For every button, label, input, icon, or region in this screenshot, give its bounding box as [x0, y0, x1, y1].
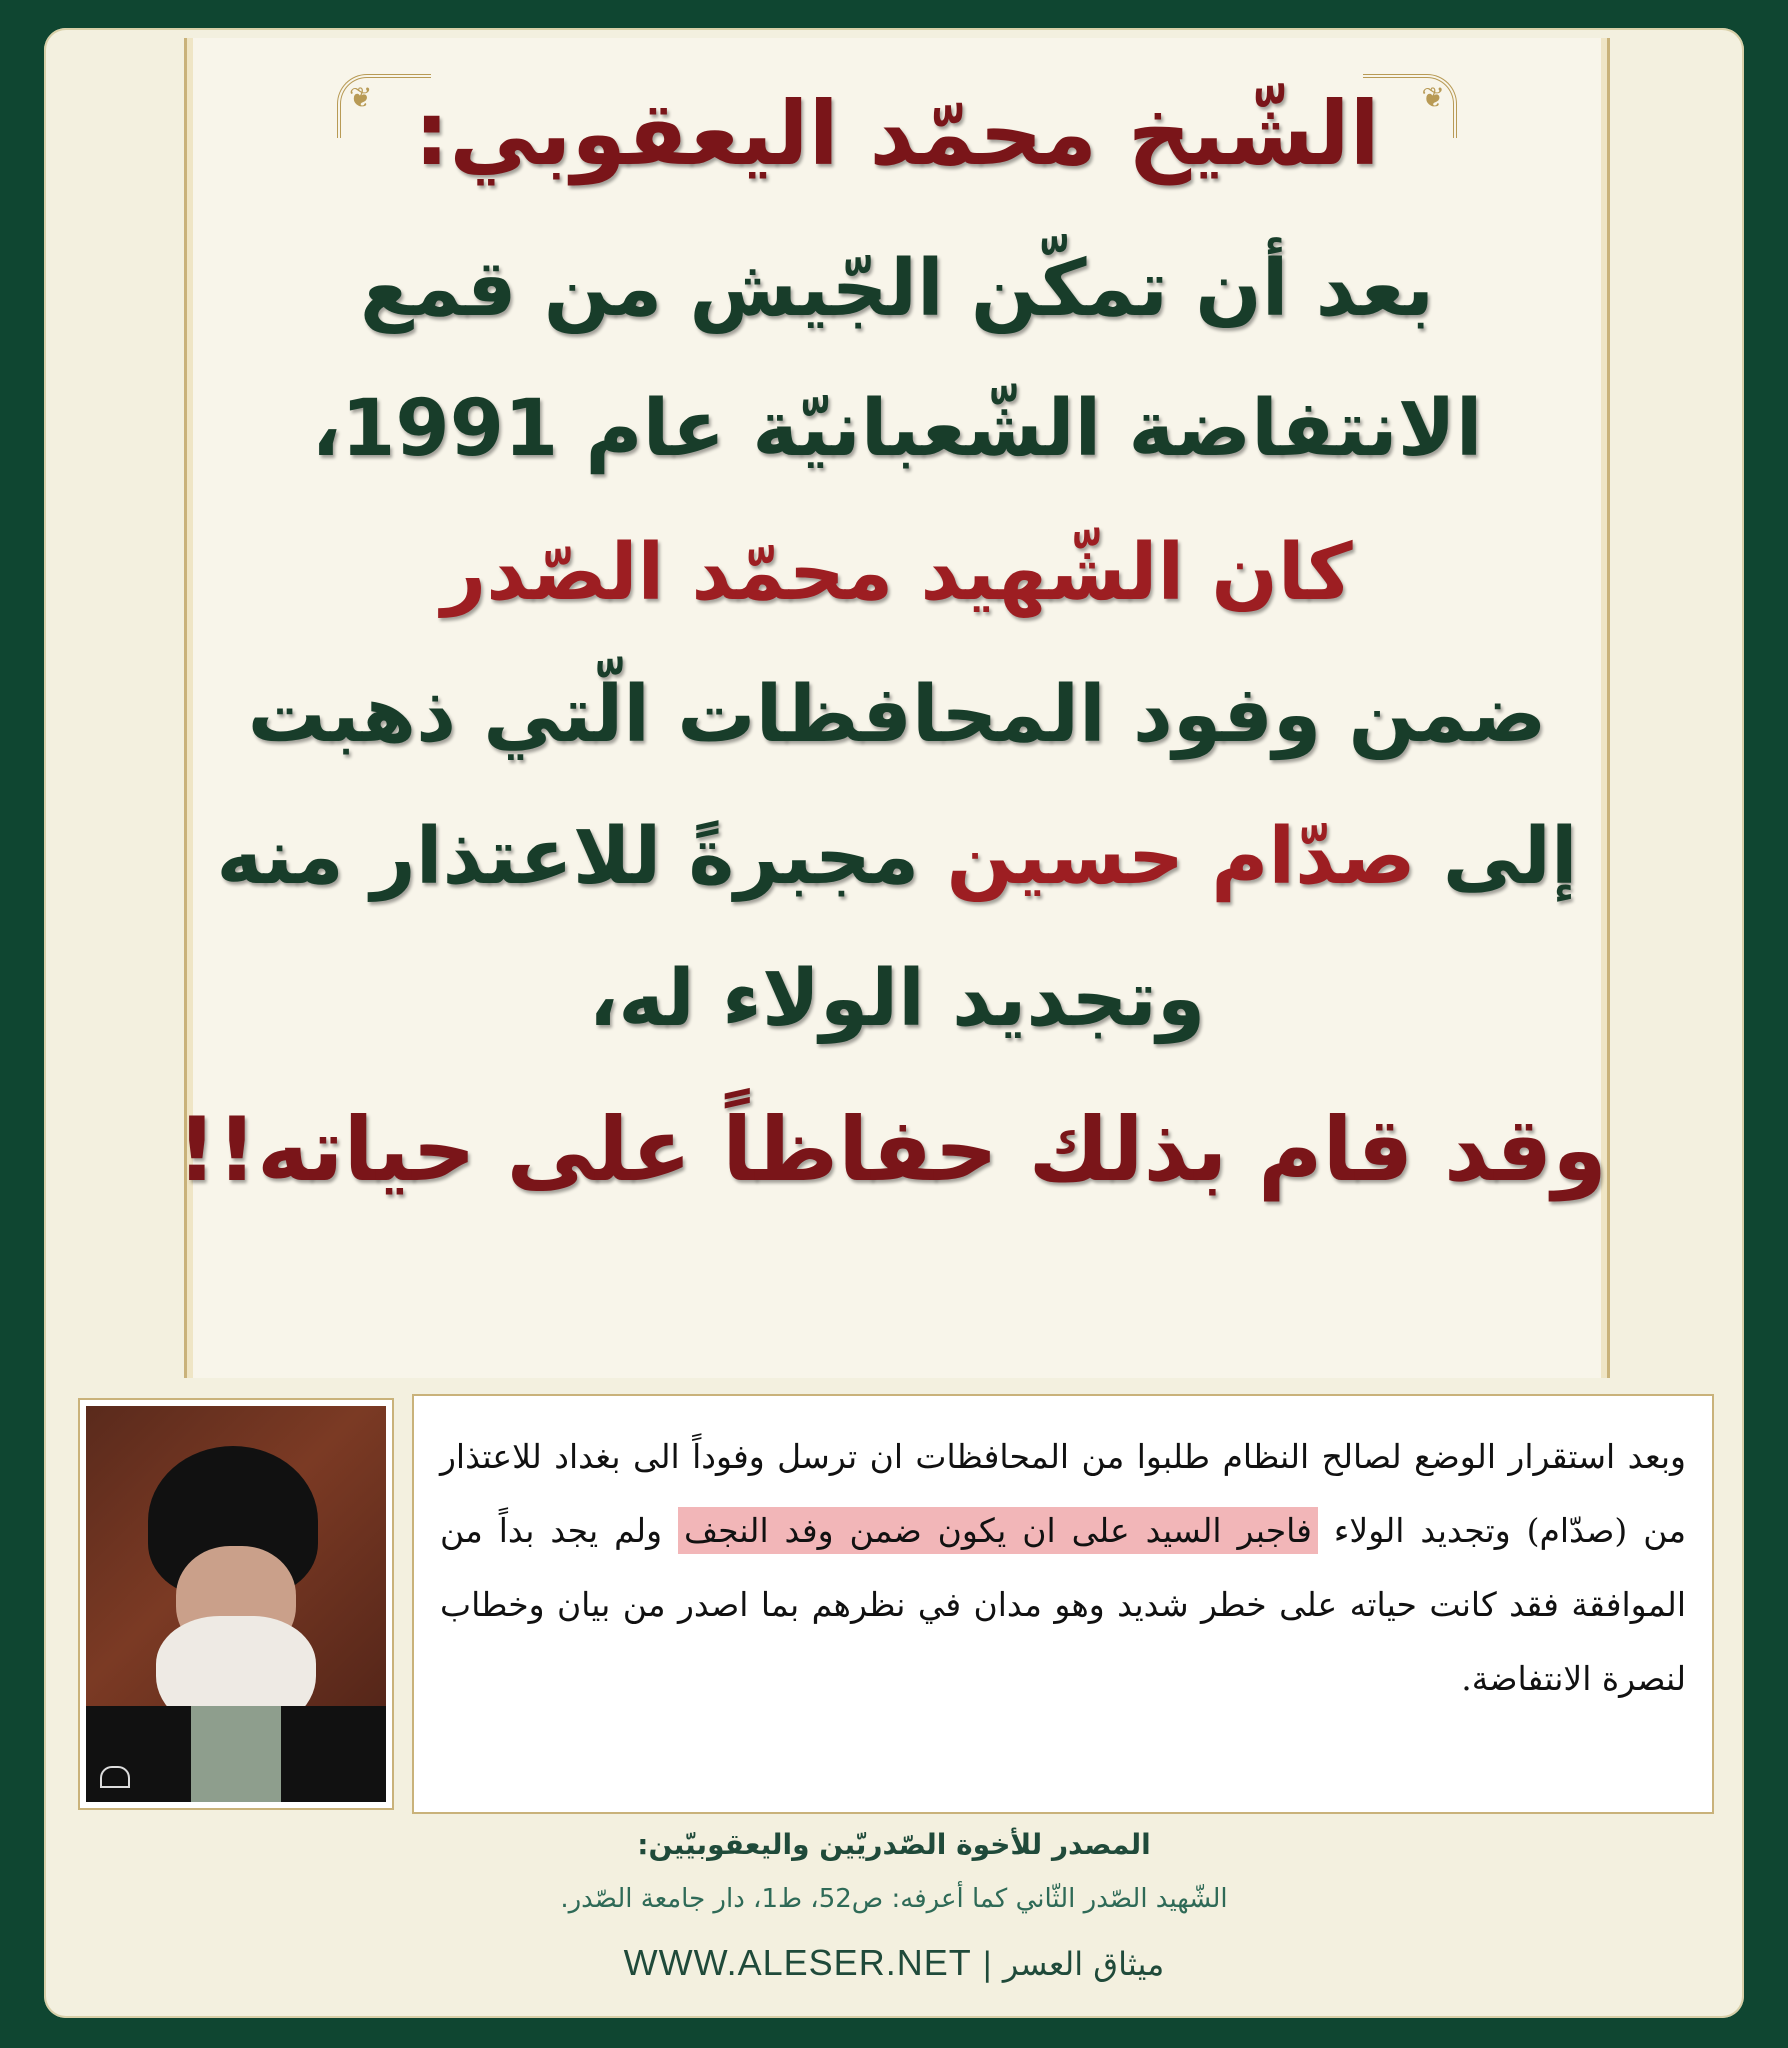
portrait-photo: [86, 1406, 386, 1802]
flourish-icon: ❦: [1421, 81, 1445, 114]
flourish-icon: ❦: [349, 81, 373, 114]
headline-line-6-end: مجبرةً للاعتذار منه: [216, 812, 947, 902]
headline-line-5: ضمن وفود المحافظات الّتي ذهبت: [247, 670, 1547, 760]
headline-line-6-start: إلى: [1415, 812, 1578, 902]
watermark-logo-icon: [100, 1766, 130, 1788]
site-footer: [0, 1942, 1788, 1984]
headline-line-6: [187, 812, 1607, 902]
portrait-frame: [78, 1398, 394, 1810]
quote-text: [440, 1420, 1686, 1716]
headline-name-saddam: صدّام حسين: [946, 812, 1416, 902]
site-name: ميثاق العسر: [1002, 1945, 1165, 1983]
headline-panel: [176, 38, 1610, 1378]
headline-conclusion: وقد قام بذلك حفاظاً على حياته!!: [176, 1098, 1607, 1201]
headline-title: الشّيخ محمّد اليعقوبي:: [414, 82, 1380, 185]
quote-part-1: وبعد استقرار الوضع لصالح النظام طلبوا من المحافظات ان ترسل وفوداً الى بغداد للاعتذار من (صدّام) وتجديد الولاء: [440, 1437, 1687, 1550]
source-citation: الشّهيد الصّدر الثّاني كما أعرفه: ص52، ط1، دار جامعة الصّدر.: [560, 1884, 1228, 1914]
headline-line-2: بعد أن تمكّن الجّيش من قمع: [359, 244, 1435, 334]
footer-separator: |: [981, 1945, 993, 1983]
quote-box: [412, 1394, 1714, 1814]
quote-part-2: ولم يجد بداً من الموافقة فقد كانت حياته على خطر شديد وهو مدان في نظرهم بما اصدر من بيان وخطاب لنصرة الانتفاضة.: [440, 1511, 1686, 1698]
headline-line-7: وتجديد الولاء له،: [588, 954, 1206, 1044]
headline-line-4: كان الشّهيد محمّد الصّدر: [441, 528, 1353, 618]
quote-highlight: فاجبر السيد على ان يكون ضمن وفد النجف: [678, 1507, 1318, 1554]
source-title: المصدر للأخوة الصّدريّين واليعقوبيّين:: [637, 1828, 1151, 1861]
headline-line-3: الانتفاضة الشّعبانيّة عام 1991،: [311, 384, 1483, 474]
site-url: WWW.ALESER.NET: [623, 1942, 972, 1983]
